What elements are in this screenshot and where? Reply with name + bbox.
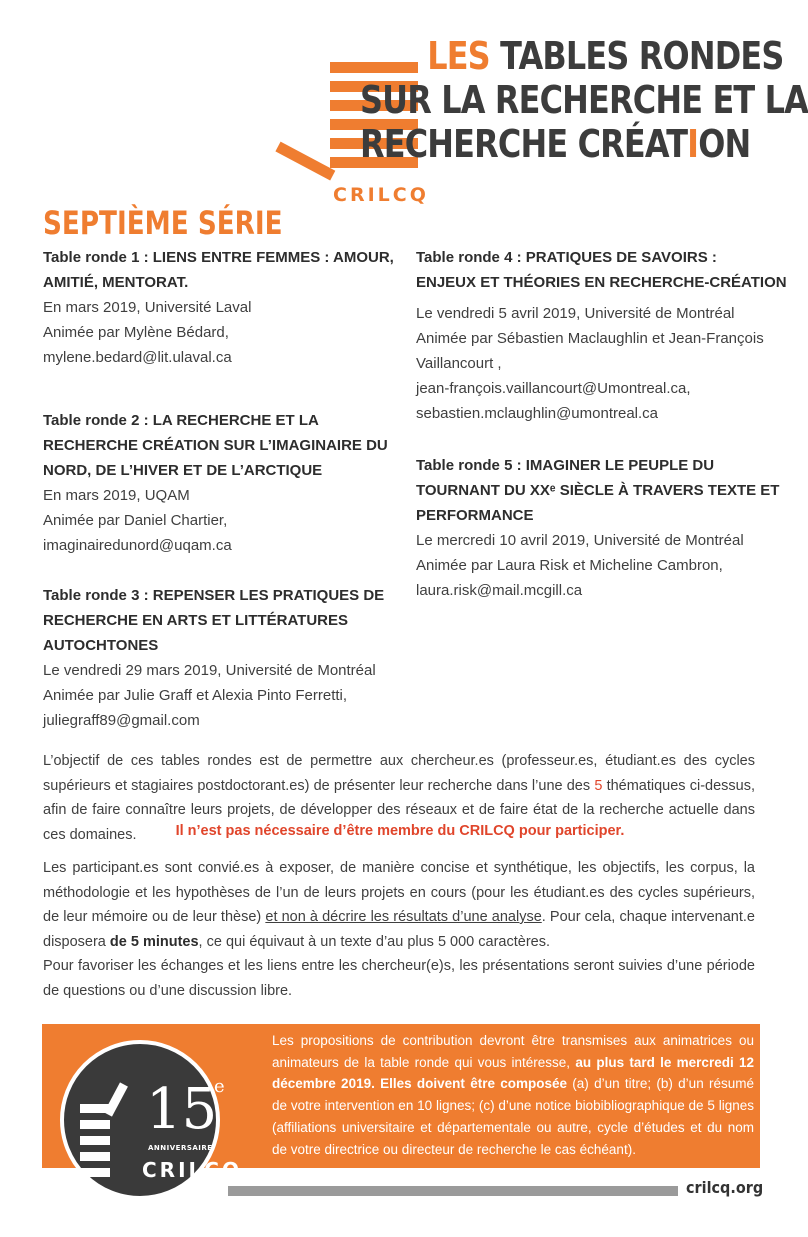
round-table-1 bbox=[43, 245, 394, 370]
anniversary-badge bbox=[60, 1040, 242, 1200]
rt1-date: En mars 2019, Université Laval bbox=[43, 299, 252, 316]
round-table-3 bbox=[43, 583, 383, 733]
rt5-heading-2: TOURNANT DU XXᵉ SIÈCLE À TRAVERS TEXTE ET bbox=[416, 482, 780, 499]
rt4-host-2: Vaillancourt , bbox=[416, 355, 502, 372]
title-line-3-a: RECHERCHE CRÉAT bbox=[360, 122, 688, 166]
rt3-contact[interactable]: juliegraff89@gmail.com bbox=[43, 712, 200, 729]
rt3-heading-1: Table ronde 3 : REPENSER LES PRATIQUES DE bbox=[43, 587, 385, 604]
rt4-heading-1: Table ronde 4 : PRATIQUES DE SAVOIRS : bbox=[416, 249, 717, 266]
rt2-heading-1: Table ronde 2 : LA RECHERCHE ET LA bbox=[43, 412, 319, 429]
instructions-bold: de 5 minutes bbox=[109, 933, 199, 950]
rt2-date: En mars 2019, UQAM bbox=[43, 487, 190, 504]
exchange-paragraph: Pour favoriser les échanges et les liens entre les chercheur(e)s, les présentations seront suivies d’une période de questions ou d’une discussion libre. bbox=[43, 958, 755, 999]
title-line-3-i: I bbox=[687, 122, 699, 166]
badge-name: CRILCQ bbox=[142, 1158, 242, 1182]
instructions-text-3: , ce qui équivaut à un texte d’au plus 5 000 caractères. bbox=[198, 933, 550, 950]
footer-bar bbox=[228, 1186, 678, 1196]
instructions-text-2: . Pour cela, chaque intervenant.e disposera bbox=[43, 909, 755, 950]
title-line-1 bbox=[360, 34, 784, 78]
badge-label: ANNIVERSAIRE bbox=[148, 1144, 213, 1152]
logo-text: CRILCQ bbox=[333, 184, 429, 206]
title-line-1-rest: TABLES RONDES bbox=[489, 34, 784, 78]
intro-text-2: thématiques ci-dessus, afin de faire connaître leurs projets, de développer des réseaux et de faire état de la recherche actuelle dans ces domaines. bbox=[43, 777, 756, 843]
instructions-text-1: Les participant.es sont convié.es à exposer, de manière concise et synthétique, les objectifs, les corpus, la méthodologie et les hypothèses de l’un de leurs projets en cours (pour les étudiant.es des cycles supérieurs, de leur mémoire ou de leur thèse) bbox=[43, 860, 755, 925]
rt4-contact-1[interactable]: jean-françois.vaillancourt@Umontreal.ca, bbox=[416, 380, 691, 397]
rt2-contact[interactable]: imaginairedunord@uqam.ca bbox=[43, 537, 232, 554]
rt4-host: Animée par Sébastien Maclaughlin et Jean-François bbox=[416, 330, 764, 347]
rt4-contact-2[interactable]: sebastien.mclaughlin@umontreal.ca bbox=[416, 405, 659, 422]
rt3-heading-2: RECHERCHE EN ARTS ET LITTÉRATURES bbox=[43, 612, 349, 629]
rt5-host: Animée par Laura Risk et Micheline Cambron, bbox=[416, 557, 723, 574]
badge-superscript: e bbox=[214, 1076, 225, 1097]
round-table-4 bbox=[416, 245, 787, 426]
instructions-underlined: et non à décrire les résultats d’une analyse bbox=[265, 909, 542, 925]
rt5-contact[interactable]: laura.risk@mail.mcgill.ca bbox=[416, 582, 583, 599]
badge-stripe-3 bbox=[80, 1136, 110, 1145]
round-table-5 bbox=[416, 453, 780, 603]
intro-text-1: L’objectif de ces tables rondes est de permettre aux chercheur.es (professeur.es, étudiant.es des cycles supérieurs et stagiaires postdoctorant.es) de présenter leur recherche dans l’une des bbox=[43, 753, 755, 794]
rt5-heading-1: Table ronde 5 : IMAGINER LE PEUPLE DU bbox=[416, 457, 715, 474]
rt3-date: Le vendredi 29 mars 2019, Université de Montréal bbox=[43, 662, 376, 679]
rt2-heading-3: NORD, DE L’HIVER ET DE L’ARCTIQUE bbox=[43, 462, 323, 479]
badge-stripe-4 bbox=[80, 1152, 110, 1161]
rt4-heading-2: ENJEUX ET THÉORIES EN RECHERCHE-CRÉATION bbox=[416, 274, 787, 291]
badge-number: 15 bbox=[146, 1077, 218, 1142]
title-line-2: SUR LA RECHERCHE ET LA bbox=[360, 78, 808, 122]
intro-count: 5 bbox=[594, 777, 603, 794]
submission-text-1: Les propositions de contribution devront être transmises aux animatrices ou animateurs de la table ronde qui vous intéresse, bbox=[272, 1033, 754, 1070]
rt3-host: Animée par Julie Graff et Alexia Pinto Ferretti, bbox=[43, 687, 348, 704]
rt1-heading-2: AMITIÉ, MENTORAT. bbox=[43, 274, 189, 291]
rt3-heading-3: AUTOCHTONES bbox=[43, 637, 159, 654]
rt4-date: Le vendredi 5 avril 2019, Université de Montréal bbox=[416, 305, 735, 322]
rt1-heading-1: Table ronde 1 : LIENS ENTRE FEMMES : AMOUR, bbox=[43, 249, 394, 266]
badge-stripe-2 bbox=[80, 1120, 110, 1129]
rt1-host: Animée par Mylène Bédard, bbox=[43, 324, 229, 341]
page-title bbox=[360, 34, 808, 166]
title-highlight: LES bbox=[427, 34, 490, 78]
rt1-contact[interactable]: mylene.bedard@lit.ulaval.ca bbox=[43, 349, 232, 366]
submission-text bbox=[272, 1030, 754, 1160]
instructions-paragraph bbox=[43, 856, 755, 954]
rt5-heading-3: PERFORMANCE bbox=[416, 507, 534, 524]
website-link[interactable]: crilcq.org bbox=[686, 1178, 764, 1197]
submission-text-2: (a) d’un titre; (b) d’un résumé de votre intervention en 10 lignes; (c) d’une notice biobibliographique de 5 lignes (affiliations universitaire et départementale ou autre, cycle d’études et du nom de votre directrice ou directeur de recherche le cas échéant). bbox=[272, 1076, 754, 1157]
round-table-2 bbox=[43, 408, 388, 558]
series-title: SEPTIÈME SÉRIE bbox=[43, 204, 283, 242]
rt2-host: Animée par Daniel Chartier, bbox=[43, 512, 228, 529]
membership-notice: Il n’est pas nécessaire d’être membre du CRILCQ pour participer. bbox=[175, 823, 625, 839]
badge-stripe-5 bbox=[80, 1168, 110, 1177]
rt2-heading-2: RECHERCHE CRÉATION SUR L’IMAGINAIRE DU bbox=[43, 437, 388, 454]
title-line-3-b: ON bbox=[698, 122, 751, 166]
title-line-3 bbox=[360, 122, 751, 166]
submission-deadline: au plus tard le mercredi 12 décembre 2019. Elles doivent être composée bbox=[272, 1054, 754, 1092]
rt5-date: Le mercredi 10 avril 2019, Université de Montréal bbox=[416, 532, 744, 549]
badge-slash bbox=[104, 1082, 128, 1116]
logo-slash bbox=[275, 142, 335, 181]
